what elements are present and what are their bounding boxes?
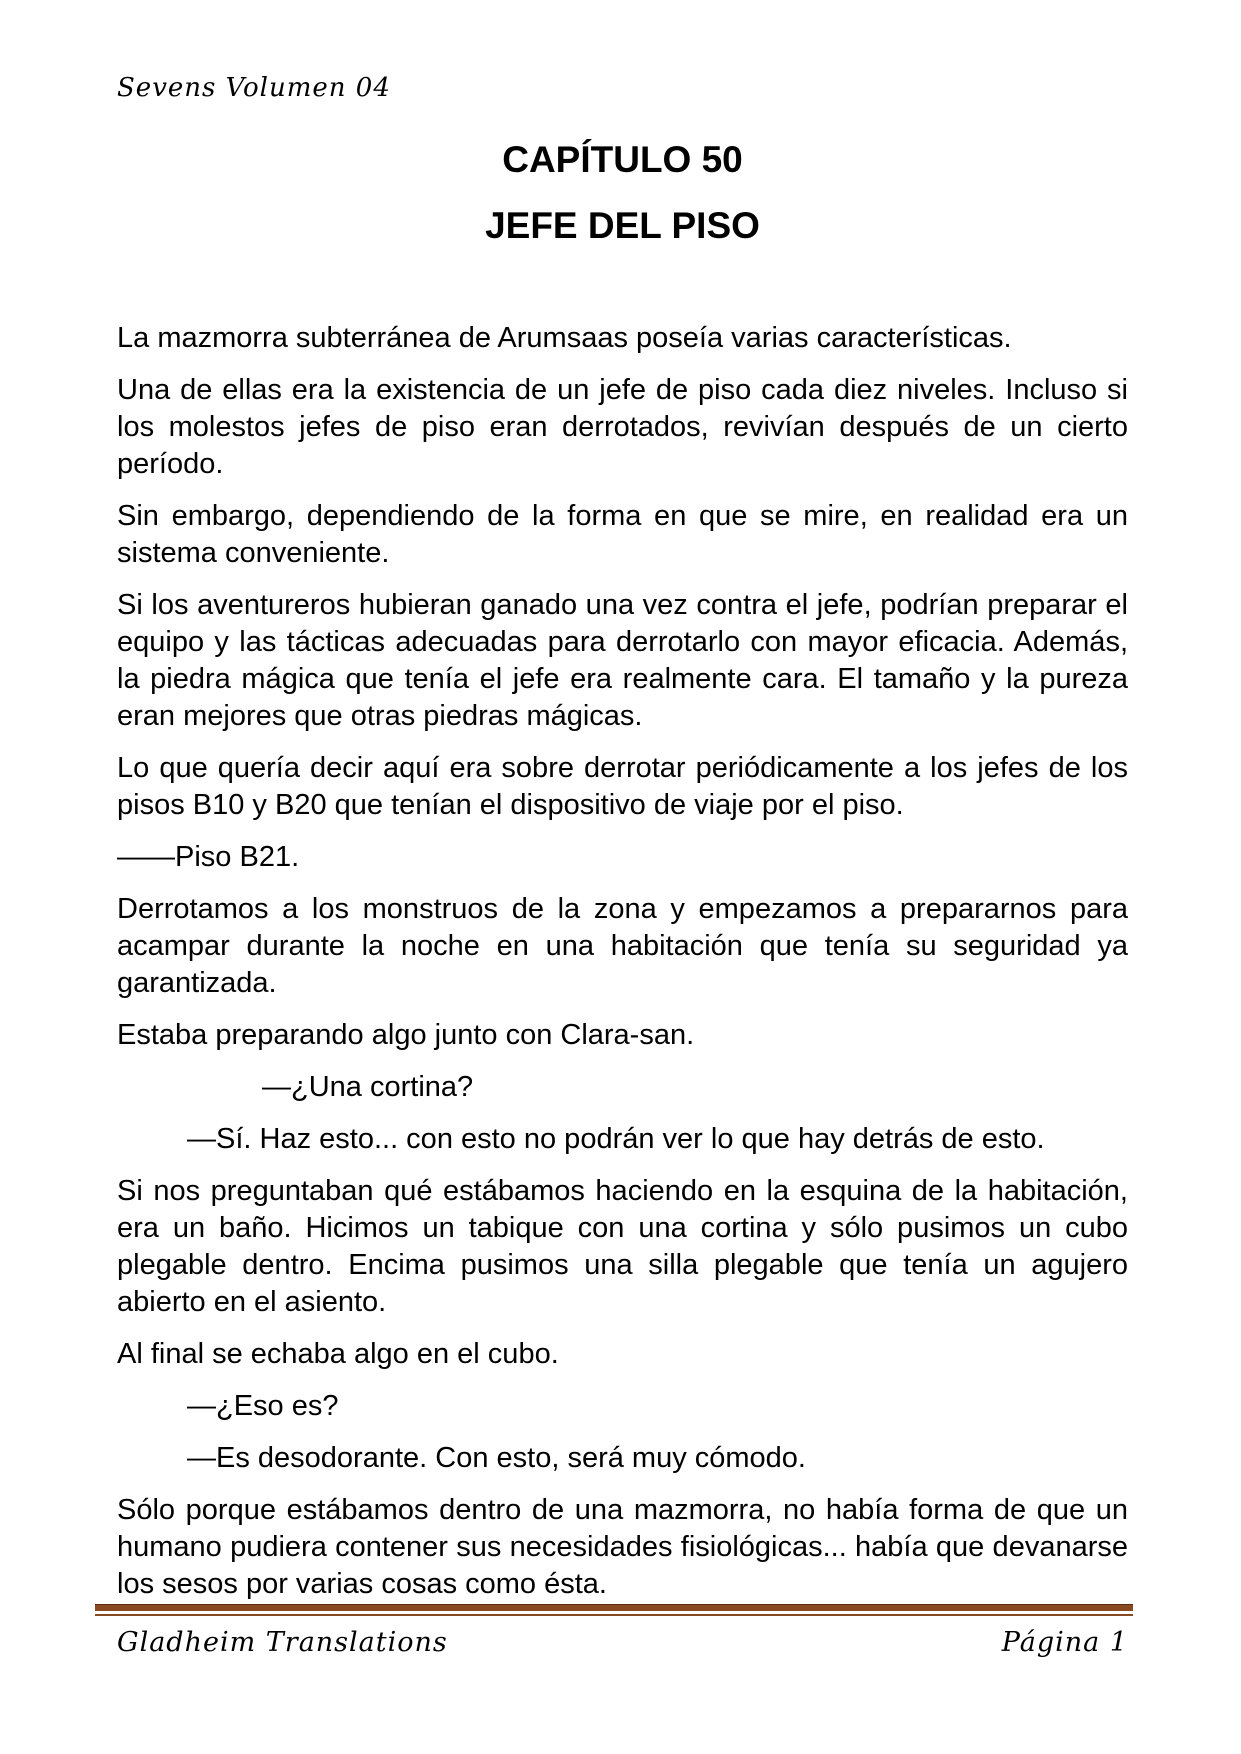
dialogue-line: —Sí. Haz esto... con esto no podrán ver lo que hay detrás de esto. <box>187 1123 1045 1155</box>
footer-divider-rule <box>95 1604 1133 1616</box>
chapter-title-heading: JEFE DEL PISO <box>485 205 760 246</box>
dialogue-line: ——Piso B21. <box>117 841 300 873</box>
page-content <box>117 0 1128 1618</box>
dialogue-line: —Es desodorante. Con esto, será muy cómodo. <box>187 1442 806 1474</box>
body-paragraph: Sólo porque estábamos dentro de una mazmorra, no había forma de que un humano pudiera contener sus necesidades fisiológicas... había que devanarse los sesos por varias cosas como ésta. <box>117 1494 1128 1600</box>
dialogue-line: —¿Una cortina? <box>262 1071 474 1103</box>
body-paragraph: Estaba preparando algo junto con Clara-san. <box>117 1019 695 1051</box>
header-volume-label: Sevens Volumen 04 <box>117 73 391 103</box>
body-paragraph: Si los aventureros hubieran ganado una vez contra el jefe, podrían preparar el equipo y las tácticas adecuadas para derrotarlo con mayor eficacia. Además, la piedra mágica que tenía el jefe era realmente cara. El tamaño y la pureza eran mejores que otras piedras mágicas. <box>117 589 1128 732</box>
body-paragraph: La mazmorra subterránea de Arumsaas poseía varias características. <box>117 322 1012 354</box>
body-paragraph: Sin embargo, dependiendo de la forma en que se mire, en realidad era un sistema conveniente. <box>117 500 1128 569</box>
footer-translator-label: Gladheim Translations <box>117 1627 448 1658</box>
footer-divider-thick-line <box>95 1604 1133 1611</box>
body-paragraph: Una de ellas era la existencia de un jefe de piso cada diez niveles. Incluso si los molestos jefes de piso eran derrotados, revivían después de un cierto período. <box>117 374 1128 480</box>
body-paragraph: Al final se echaba algo en el cubo. <box>117 1338 559 1370</box>
body-paragraph: Si nos preguntaban qué estábamos haciendo en la esquina de la habitación, era un baño. Hicimos un tabique con una cortina y sólo pusimos un cubo plegable dentro. Encima pusimos una silla plegable que tenía un agujero abierto en el asiento. <box>117 1175 1128 1318</box>
chapter-number-heading: CAPÍTULO 50 <box>502 139 743 180</box>
dialogue-line: —¿Eso es? <box>187 1390 339 1422</box>
footer-page-number: Página 1 <box>1001 1627 1128 1658</box>
body-paragraph: Lo que quería decir aquí era sobre derrotar periódicamente a los jefes de los pisos B10 y B20 que tenían el dispositivo de viaje por el piso. <box>117 752 1128 821</box>
body-paragraphs <box>117 320 1128 1603</box>
body-paragraph: Derrotamos a los monstruos de la zona y empezamos a prepararnos para acampar durante la noche en una habitación que tenía su seguridad ya garantizada. <box>117 893 1128 999</box>
footer-divider-thin-line <box>95 1614 1133 1616</box>
page-footer <box>117 1626 1128 1660</box>
